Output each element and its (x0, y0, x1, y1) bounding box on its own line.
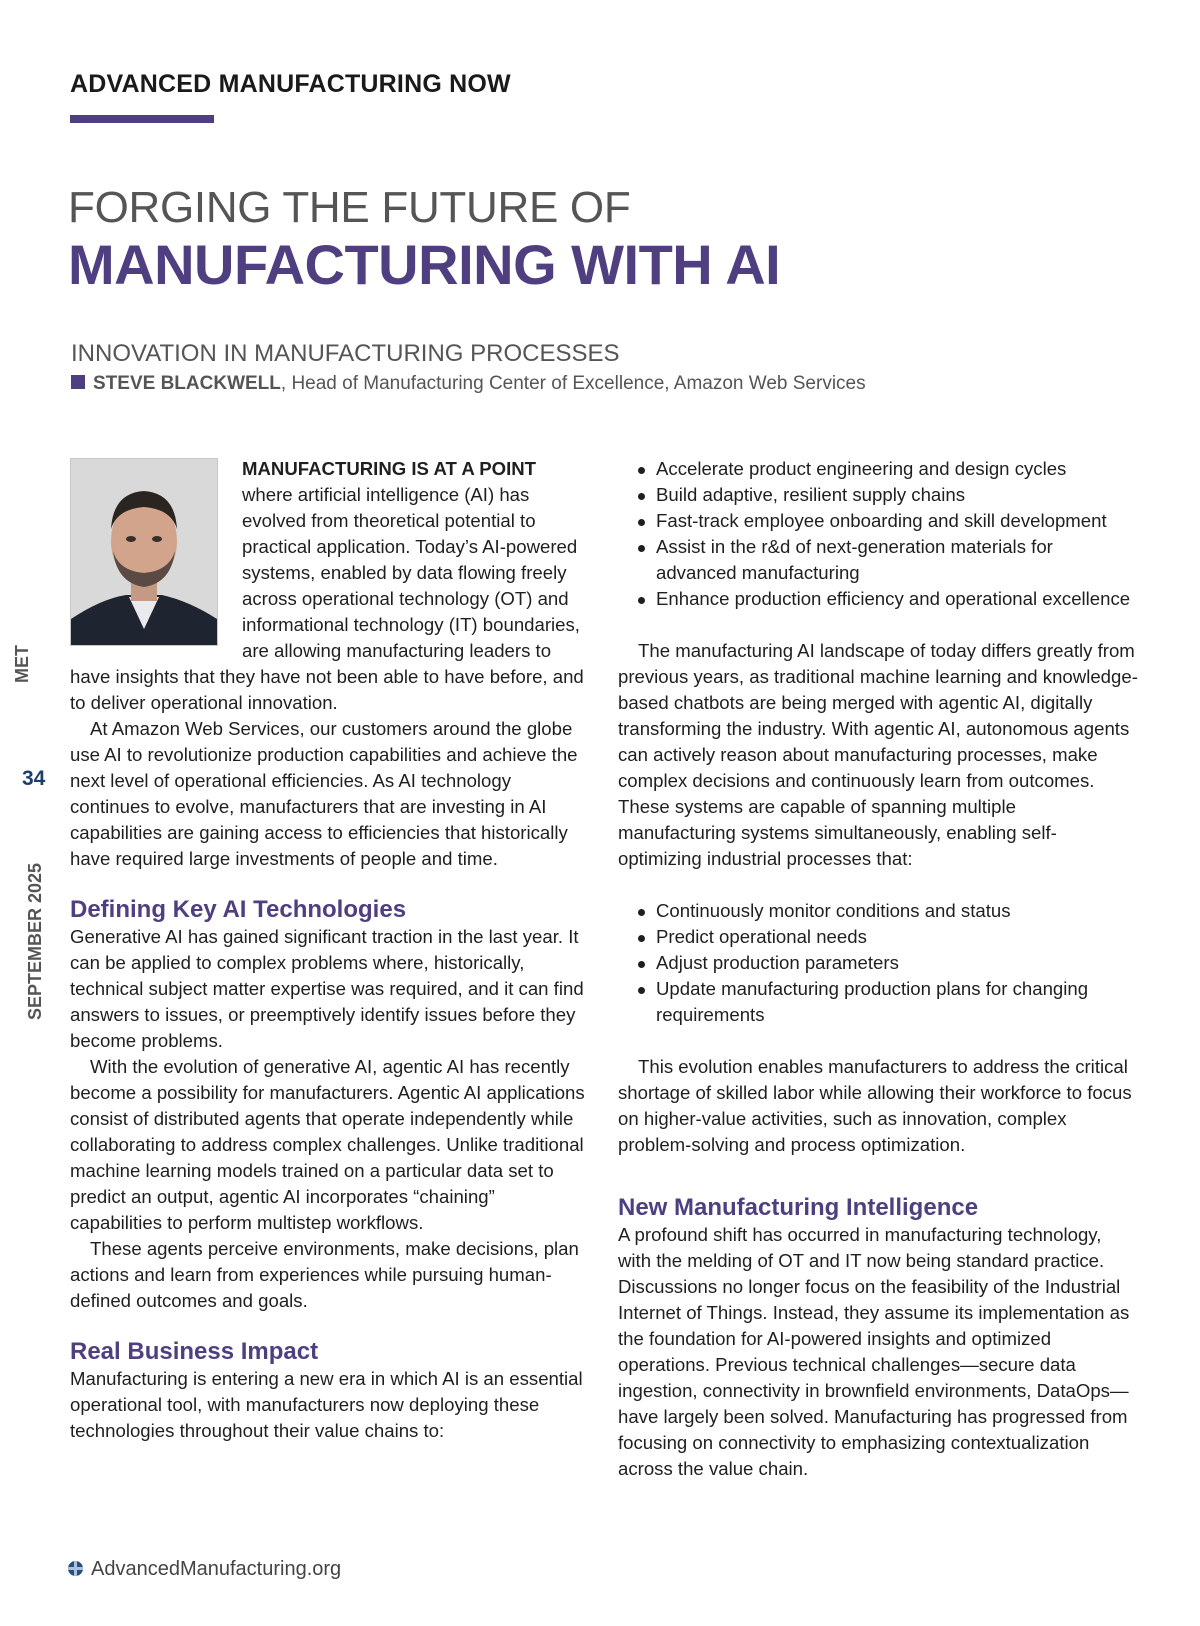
list-item: Continuously monitor conditions and status (618, 898, 1138, 924)
globe-icon (68, 1561, 83, 1576)
byline (71, 373, 866, 395)
article-title-line2: MANUFACTURING WITH AI (68, 233, 781, 296)
byline-square-icon (71, 375, 85, 389)
business-impact-list (618, 456, 1138, 612)
list-item: Build adaptive, resilient supply chains (618, 482, 1138, 508)
defining-paragraph-3: These agents perceive environments, make decisions, plan actions and learn from experiences while pursuing human-defined outcomes and goals. (70, 1238, 579, 1311)
process-capabilities-list (618, 898, 1138, 1028)
footer (68, 1558, 341, 1581)
list-item: Adjust production parameters (618, 950, 1138, 976)
defining-paragraph-2: With the evolution of generative AI, agentic AI has recently become a possibility for manufacturers. Agentic AI applications consist of distributed agents that operate independently while collaborating to address complex challenges. Unlike traditional machine learning models trained on a particular data set to predict an output, agentic AI incorporates “chaining” capabilities to perform multistep workflows. (70, 1056, 585, 1233)
issue-date: SEPTEMBER 2025 (25, 862, 45, 1020)
list-item: Accelerate product engineering and design cycles (618, 456, 1138, 482)
article-subtitle: INNOVATION IN MANUFACTURING PROCESSES (71, 340, 620, 367)
heading-new-manufacturing-intelligence: New Manufacturing Intelligence (618, 1194, 979, 1221)
heading-real-business-impact: Real Business Impact (70, 1338, 319, 1365)
right-column (618, 456, 1138, 1482)
list-item: Assist in the r&d of next-generation materials for advanced manufacturing (618, 534, 1138, 586)
section-heading-underline (70, 115, 214, 123)
list-item: Update manufacturing production plans for changing requirements (618, 976, 1138, 1028)
defining-paragraph-1: Generative AI has gained significant traction in the last year. It can be applied to complex problems where, historically, technical subject matter expertise was required, and it can find answers to issues, or preemptively identify issues before they become problems. (70, 926, 584, 1051)
intro-paragraph: where artificial intelligence (AI) has evolved from theoretical potential to practical application. Today’s AI-powered systems, enabled by data flowing freely across operational technology (OT) and informational technology (IT) boundaries, are allowing manufacturing leaders to have insights that they have not been able to have before, and to deliver operational innovation. (70, 484, 584, 713)
landscape-paragraph: The manufacturing AI landscape of today differs greatly from previous years, as traditional machine learning and knowledge-based chatbots are being merged with agentic AI, digitally transforming the industry. With agentic AI, autonomous agents can actively reason about manufacturing processes, make complex decisions and continuously learn from outcomes. These systems are capable of spanning multiple manufacturing systems simultaneously, enabling self-optimizing industrial processes that: (618, 640, 1138, 869)
evolution-paragraph: This evolution enables manufacturers to address the critical shortage of skilled labor while allowing their workforce to focus on higher-value activities, such as innovation, complex problem-solving and process optimization. (618, 1056, 1132, 1155)
left-column (70, 456, 590, 1444)
list-item: Enhance production efficiency and operational excellence (618, 586, 1138, 612)
list-item: Predict operational needs (618, 924, 1138, 950)
footer-url[interactable]: AdvancedManufacturing.org (91, 1558, 342, 1580)
page-number: 34 (22, 767, 46, 790)
impact-paragraph: Manufacturing is entering a new era in which AI is an essential operational tool, with manufacturers now deploying these technologies throughout their value chains to: (70, 1368, 583, 1441)
intro-lead-in: MANUFACTURING IS AT A POINT (242, 458, 537, 479)
author-photo (70, 458, 218, 646)
new-intelligence-paragraph: A profound shift has occurred in manufacturing technology, with the melding of OT and IT now being standard practice. Discussions no longer focus on the feasibility of the Industrial Internet of Things. Instead, they assume its implementation as the foundation for AI-powered insights and optimized operations. Previous technical challenges—secure data ingestion, connectivity in brownfield environments, DataOps—have largely been solved. Manufacturing has progressed from focusing on connectivity to emphasizing contextualization across the value chain. (618, 1224, 1130, 1479)
list-item: Fast-track employee onboarding and skill development (618, 508, 1138, 534)
author-name: STEVE BLACKWELL (93, 373, 281, 394)
article-title-line1: FORGING THE FUTURE OF (68, 183, 631, 232)
intro-paragraph-2: At Amazon Web Services, our customers around the globe use AI to revolutionize production capabilities and achieve the next level of operational efficiencies. As AI technology continues to evolve, manufacturers that are investing in AI capabilities are gaining access to efficiencies that historically have required large investments of people and time. (70, 718, 578, 869)
author-role: , Head of Manufacturing Center of Excellence, Amazon Web Services (280, 373, 866, 394)
publication-label: MET (12, 645, 32, 683)
heading-defining-key-ai: Defining Key AI Technologies (70, 896, 407, 923)
section-heading: ADVANCED MANUFACTURING NOW (70, 70, 511, 98)
